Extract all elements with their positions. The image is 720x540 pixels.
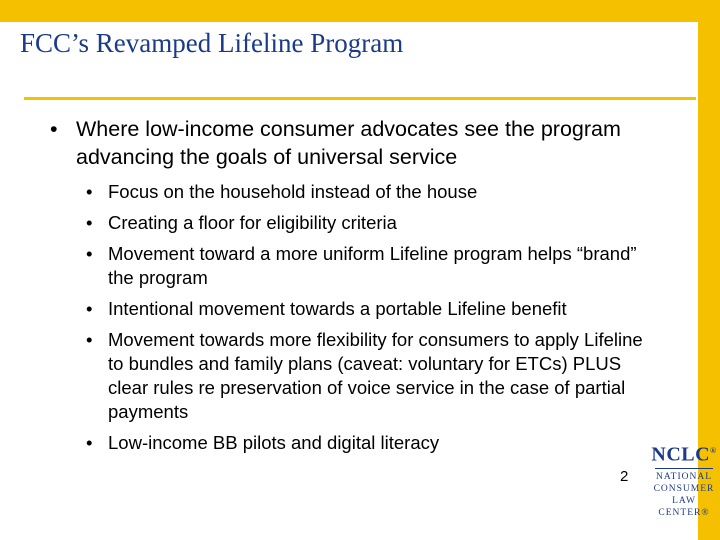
sub-bullet-text: Focus on the household instead of the house bbox=[108, 181, 478, 202]
slide-title: FCC’s Revamped Lifeline Program bbox=[20, 28, 404, 58]
logo-line: NATIONAL bbox=[655, 471, 713, 482]
bullet-icon: • bbox=[86, 298, 93, 319]
sub-bullet-text: Low-income BB pilots and digital literacy bbox=[108, 432, 440, 453]
logo-acronym: NCLC® bbox=[651, 443, 717, 466]
logo-line: CONSUMER bbox=[653, 483, 715, 494]
logo-divider bbox=[655, 468, 713, 469]
sub-bullet bbox=[86, 211, 652, 235]
main-bullet-text: Where low-income consumer advocates see the program advancing the goals of universal service bbox=[76, 117, 621, 169]
sub-bullet bbox=[86, 180, 652, 204]
sub-bullet bbox=[86, 297, 652, 321]
page-number: 2 bbox=[620, 468, 629, 485]
bullet-icon: • bbox=[50, 117, 58, 141]
sub-bullet-text: Movement towards more flexibility for consumers to apply Lifeline to bundles and family plans (caveat: voluntary for ETCs) PLUS clear rules re preservation of voice service in the case of partial payments bbox=[108, 329, 643, 422]
bullet-icon: • bbox=[86, 243, 93, 264]
sub-bullet-text: Creating a floor for eligibility criteria bbox=[108, 212, 397, 233]
sub-bullet-text: Movement toward a more uniform Lifeline program helps “brand” the program bbox=[108, 243, 637, 288]
logo-line: LAW bbox=[672, 495, 696, 506]
logo-line: CENTER® bbox=[658, 507, 710, 518]
sub-bullet bbox=[86, 328, 652, 424]
title-underline bbox=[24, 97, 696, 100]
sub-bullet-text: Intentional movement towards a portable Lifeline benefit bbox=[108, 298, 567, 319]
bullet-icon: • bbox=[86, 181, 93, 202]
bullet-icon: • bbox=[86, 212, 93, 233]
nclc-logo bbox=[651, 440, 717, 536]
sub-bullet bbox=[86, 242, 652, 290]
bullet-icon: • bbox=[86, 329, 93, 350]
sub-bullet bbox=[86, 431, 652, 455]
top-border bbox=[0, 0, 720, 22]
sub-bullet-list bbox=[86, 180, 652, 462]
bullet-icon: • bbox=[86, 432, 93, 453]
